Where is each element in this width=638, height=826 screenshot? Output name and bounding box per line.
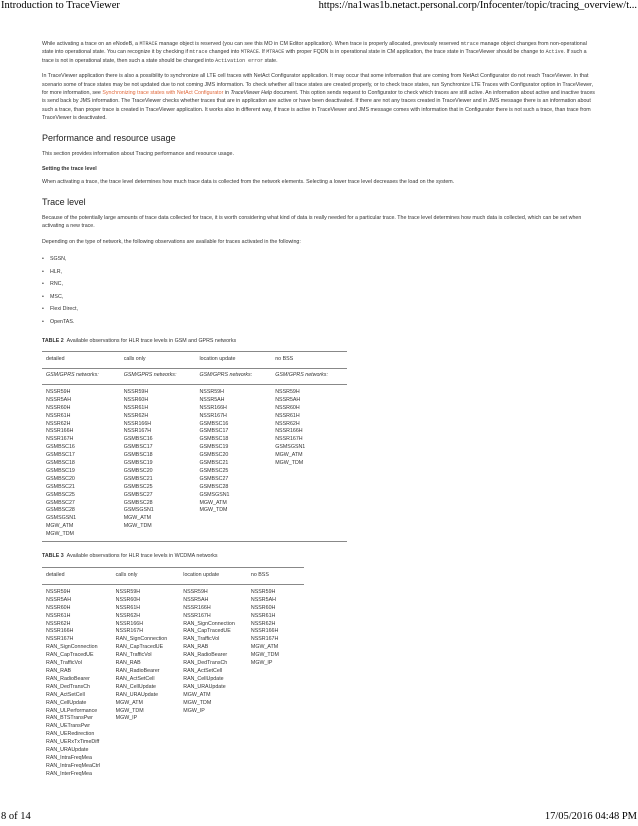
- table-cell: [112, 584, 180, 778]
- observation-item: NSSR60H: [115, 596, 141, 603]
- observation-item: RAN_CapTracedUE: [183, 628, 231, 635]
- observation-item: RAN_SignConnection: [115, 636, 168, 643]
- observation-item: NSSR166H: [275, 428, 303, 435]
- table-caption-text: Available observations for HLR trace levels in WCDMA networks: [66, 553, 218, 560]
- observation-item: NSSR59H: [199, 388, 224, 395]
- observation-item: NSSR60H: [123, 396, 149, 403]
- page-number: 8 of 14: [1, 811, 31, 822]
- observation-item: NSSR59H: [275, 388, 300, 395]
- network-list: [42, 253, 597, 329]
- observation-item: MGW_IP: [183, 707, 205, 714]
- trace-level-text: When activating a trace, the trace level determines how much trace data is collected from the network elements. Selecting a lower trace level decreases the load on the system.: [42, 179, 455, 186]
- section-title-trace-level: Trace level: [42, 196, 86, 207]
- observation-item: RAN_CellUpdate: [115, 683, 156, 690]
- observation-item: RAN_RadioBearer: [46, 675, 90, 682]
- observation-item: NSSR62H: [123, 412, 149, 419]
- observation-item: NSSR166H: [46, 428, 74, 435]
- column-header: calls only: [112, 567, 180, 584]
- column-header: no BSS: [247, 567, 304, 584]
- observation-item: GSMBSC27: [46, 499, 75, 506]
- observation-item: MGW_TDM: [46, 531, 74, 538]
- observation-item: RAN_TrafficVol: [183, 636, 220, 643]
- observation-item: RAN_URAUpdate: [46, 747, 89, 754]
- observation-item: MGW_TDM: [183, 699, 212, 706]
- observation-item: GSMBSC20: [46, 475, 75, 482]
- table-cell: [247, 584, 304, 778]
- column-subheader: GSM/GPRS networks:: [42, 369, 120, 384]
- observation-item: GSMBSC16: [123, 436, 153, 443]
- observation-item: NSSR5AH: [46, 396, 72, 403]
- column-header: detailed: [42, 567, 112, 584]
- observation-item: RAN_SignConnection: [46, 644, 98, 651]
- table2-caption: [42, 337, 597, 345]
- observation-item: NSSR61H: [46, 612, 71, 619]
- table-cell: [271, 384, 347, 541]
- observation-item: MGW_TDM: [275, 460, 304, 467]
- observation-item: MGW_ATM: [250, 644, 279, 651]
- observation-item: RAN_URAUpdate: [183, 683, 226, 690]
- observation-item: RAN_ULPerformance: [46, 707, 98, 714]
- observation-item: NSSR166H: [115, 620, 144, 627]
- observation-item: RAN_SignConnection: [183, 620, 235, 627]
- observation-item: NSSR5AH: [46, 596, 72, 603]
- observation-item: MGW_ATM: [123, 515, 151, 522]
- observation-item: NSSR61H: [46, 412, 71, 419]
- observation-item: NSSR60H: [275, 404, 300, 411]
- code: MTRACE: [266, 49, 285, 56]
- observation-item: NSSR61H: [115, 604, 141, 611]
- header-title: Introduction to TraceViewer: [1, 0, 120, 11]
- observation-item: GSMBSC21: [123, 475, 153, 482]
- text: in: [223, 90, 231, 97]
- print-datetime: 17/05/2016 04:48 PM: [544, 811, 637, 822]
- observation-item: RAN_ActSetCell: [115, 675, 155, 682]
- observation-item: RAN_UERxTxTimeDiff: [46, 739, 100, 746]
- table-label: TABLE 2: [42, 337, 64, 344]
- observation-item: NSSR167H: [183, 612, 211, 619]
- trace-level-p1: Because of the potentially large amounts of trace data collected for trace, it is worth considering what kind of data is really needed for a particular trace. The trace level determines how much data is collected, which can be set when activating a new trace.: [42, 214, 582, 230]
- observation-item: MGW_IP: [250, 660, 273, 667]
- list-item: • RNC,: [42, 278, 597, 291]
- observation-item: RAN_DedTransCh: [46, 683, 90, 690]
- text: changed into: [207, 49, 241, 56]
- table3-caption: [42, 552, 597, 560]
- observation-item: GSMBSC17: [199, 428, 229, 435]
- observation-item: NSSR167H: [123, 428, 152, 435]
- observation-item: RAN_RAB: [115, 660, 141, 667]
- observation-item: MGW_ATM: [183, 691, 211, 698]
- text: In TraceViewer application there is also a possibility to synchronize all LTE cell traces with NetAct Configurator application. It may occur that some information that are coming from NetAct Configurator do not reach TraceViewer. In that scenario some of trace states may be not updated due to not coming JMS information. To check whether all trace states are created properly, or to check trace states, run Synchronize LTE Traces with Configurator option in TraceViewer, for more information, see: [42, 73, 594, 97]
- observation-item: NSSR5AH: [183, 596, 209, 603]
- column-header: no BSS: [271, 352, 347, 369]
- table-cell: [42, 384, 120, 541]
- table-cell: [120, 384, 196, 541]
- observation-item: NSSR5AH: [250, 596, 276, 603]
- observation-item: GSMSGSN1: [46, 515, 77, 522]
- code: MTRACE: [139, 41, 158, 47]
- observation-item: MGW_TDM: [123, 523, 152, 530]
- observation-item: GSMBSC28: [123, 499, 153, 506]
- observation-item: GSMBSC16: [199, 420, 229, 427]
- table-cell: [42, 584, 112, 778]
- observation-item: GSMBSC17: [46, 452, 75, 459]
- observation-item: RAN_RAB: [183, 644, 209, 651]
- table-gsm-gprs: [42, 351, 347, 542]
- observation-item: GSMBSC21: [46, 483, 75, 490]
- column-header: detailed: [42, 352, 120, 369]
- observation-item: RAN_CapTracedUE: [115, 644, 164, 651]
- text: While activating a trace on an eNodeB, a: [42, 41, 140, 47]
- observation-item: RAN_RadioBearer: [115, 667, 160, 674]
- observation-item: GSMBSC18: [46, 460, 75, 467]
- observation-item: MGW_IP: [115, 715, 138, 722]
- observation-item: RAN_TrafficVol: [115, 652, 152, 659]
- observation-item: RAN_UETransPwr: [46, 723, 90, 730]
- observation-item: NSSR5AH: [199, 396, 225, 403]
- page-header: [0, 0, 638, 14]
- observation-item: GSMBSC25: [46, 491, 75, 498]
- observation-item: GSMBSC28: [199, 483, 229, 490]
- observation-item: NSSR59H: [46, 388, 71, 395]
- document-body: [42, 40, 597, 789]
- table-cell: [195, 384, 271, 541]
- text: state.: [263, 57, 278, 64]
- observation-item: NSSR59H: [183, 588, 208, 595]
- observation-item: NSSR167H: [46, 436, 74, 443]
- observation-item: NSSR62H: [275, 420, 300, 427]
- section-title-performance: Performance and resource usage: [42, 132, 176, 143]
- trace-level-p2: Depending on the type of network, the following observations are available for traces activated in the following:: [42, 238, 301, 245]
- observation-item: RAN_RAB: [46, 667, 72, 674]
- paragraph-mtrace: [42, 40, 597, 65]
- observation-item: GSMBSC21: [199, 460, 229, 467]
- observation-item: NSSR167H: [46, 636, 74, 643]
- observation-item: GSMBSC27: [199, 475, 229, 482]
- list-item: • Flexi Direct,: [42, 303, 597, 316]
- list-item: • OpenTAS.: [42, 316, 597, 329]
- observation-item: RAN_IntraFreqMeaCtrl: [46, 762, 101, 769]
- observation-item: NSSR166H: [183, 604, 211, 611]
- observation-item: GSMBSC28: [46, 507, 75, 514]
- text: with proper FQDN is in operational state in CM application, the trace state in TraceViewer should be change to: [284, 49, 546, 56]
- observation-item: GSMBSC25: [123, 483, 153, 490]
- code: mtrace: [460, 41, 479, 47]
- table-cell: [179, 584, 247, 778]
- observation-item: MGW_TDM: [199, 507, 228, 514]
- observation-item: RAN_ActSetCell: [183, 667, 223, 674]
- observation-item: NSSR62H: [250, 620, 276, 627]
- column-header: location update: [195, 352, 271, 369]
- observation-item: NSSR60H: [250, 604, 276, 611]
- observation-item: NSSR61H: [250, 612, 276, 619]
- text: manage object is reserved (you can see this MO in CM Editor application). When trace is properly allocated, previously reserved: [157, 41, 461, 47]
- code: Active: [545, 49, 564, 56]
- observation-item: NSSR59H: [46, 588, 71, 595]
- observation-item: GSMSGSN1: [123, 507, 154, 514]
- observation-item: RAN_InterFreqMea: [46, 770, 92, 777]
- observation-item: NSSR59H: [250, 588, 276, 595]
- text: document. This option sends request to Configurator to check which traces are still active. An information about active and inactive traces is send back by JMS information. The TraceViewer checks whether traces that are in application are active or have been deactivated. If there are not any traces created in TraceViewer and in JMS message there is an information about such a trace, than proper trace is created in TraceViewer application. It works also in different way, if trace is active in TraceViewer and JMS message comes with information that in Configurator there is not such a trace, than trace from TraceViewer is deactivated.: [42, 90, 595, 122]
- text: manage object changes from non-operational state into operational state. You can recognize it by checking if: [42, 41, 587, 56]
- table-caption-text: Available observations for HLR trace levels in GSM and GPRS networks: [66, 337, 237, 344]
- observation-item: RAN_UERedirection: [46, 731, 95, 738]
- list-item: • SGSN,: [42, 253, 597, 266]
- observation-item: RAN_TrafficVol: [46, 660, 82, 667]
- observation-item: RAN_URAUpdate: [115, 691, 159, 698]
- observation-item: MGW_TDM: [250, 652, 279, 659]
- observation-item: RAN_BTSTransPwr: [46, 715, 93, 722]
- text: . If: [258, 49, 267, 56]
- observation-item: NSSR60H: [46, 404, 71, 411]
- observation-item: NSSR62H: [115, 612, 141, 619]
- list-item: • HLR,: [42, 266, 597, 279]
- observation-item: GSMSGSN1: [199, 491, 230, 498]
- observation-item: MGW_ATM: [275, 452, 303, 459]
- column-subheader: GSM/GPRS networks:: [271, 369, 347, 384]
- observation-item: GSMBSC27: [123, 491, 153, 498]
- code: mtrace: [189, 49, 208, 56]
- observation-item: NSSR166H: [250, 628, 279, 635]
- column-subheader: GSM/GPRS networks:: [120, 369, 196, 384]
- observation-item: NSSR166H: [199, 404, 227, 411]
- observation-item: GSMBSC19: [123, 460, 153, 467]
- observation-item: GSMBSC18: [123, 452, 153, 459]
- observation-item: NSSR167H: [199, 412, 227, 419]
- help-reference: TraceViewer Help: [230, 90, 273, 97]
- observation-item: NSSR62H: [46, 620, 71, 627]
- observation-item: RAN_IntraFreqMea: [46, 754, 92, 761]
- observation-item: RAN_CapTracedUE: [46, 652, 94, 659]
- observation-item: RAN_CellUpdate: [46, 699, 87, 706]
- code: MTRACE: [240, 49, 259, 56]
- observation-item: NSSR167H: [250, 636, 279, 643]
- synchronizing-link[interactable]: Synchronizing trace states with NetAct Configurator: [102, 90, 224, 97]
- observation-item: GSMBSC17: [123, 444, 153, 451]
- observation-item: NSSR167H: [115, 628, 144, 635]
- observation-item: RAN_DedTransCh: [183, 660, 228, 667]
- column-subheader: GSM/GPRS networks:: [195, 369, 271, 384]
- observation-item: MGW_TDM: [115, 707, 144, 714]
- observation-item: NSSR61H: [275, 412, 300, 419]
- performance-intro: This section provides information about Tracing performance and resource usage.: [42, 150, 234, 157]
- observation-item: MGW_ATM: [115, 699, 143, 706]
- page-footer: [0, 811, 638, 825]
- observation-item: NSSR5AH: [275, 396, 301, 403]
- table-label: TABLE 3: [42, 553, 64, 560]
- observation-item: MGW_ATM: [199, 499, 227, 506]
- observation-item: NSSR59H: [115, 588, 141, 595]
- subsection-title-trace-level: Setting the trace level: [42, 166, 97, 173]
- observation-item: GSMBSC16: [46, 444, 75, 451]
- column-header: location update: [179, 567, 247, 584]
- observation-item: RAN_ActSetCell: [46, 691, 85, 698]
- observation-item: NSSR59H: [123, 388, 149, 395]
- paragraph-synchronize: [42, 72, 597, 122]
- observation-item: NSSR62H: [46, 420, 71, 427]
- text: . If such a trace is not in operational state, then such a state should be changed into: [42, 49, 587, 64]
- list-item: • MSC,: [42, 291, 597, 304]
- observation-item: GSMBSC25: [199, 467, 229, 474]
- table-wcdma: [42, 567, 304, 779]
- column-header: calls only: [120, 352, 196, 369]
- header-url: https://na1was1b.netact.personal.corp/Infocenter/topic/tracing_overview/t...: [318, 0, 637, 11]
- observation-item: NSSR166H: [123, 420, 152, 427]
- observation-item: NSSR60H: [46, 604, 71, 611]
- observation-item: RAN_RadioBearer: [183, 652, 228, 659]
- observation-item: GSMBSC19: [46, 467, 75, 474]
- observation-item: GSMBSC19: [199, 444, 229, 451]
- code: Activation error: [215, 57, 264, 64]
- observation-item: GSMBSC18: [199, 436, 229, 443]
- observation-item: GSMBSC20: [199, 452, 229, 459]
- observation-item: GSMSGSN1: [275, 444, 306, 451]
- observation-item: GSMBSC20: [123, 467, 153, 474]
- observation-item: NSSR167H: [275, 436, 303, 443]
- observation-item: MGW_ATM: [46, 523, 74, 530]
- observation-item: RAN_CellUpdate: [183, 675, 224, 682]
- observation-item: NSSR61H: [123, 404, 149, 411]
- observation-item: NSSR166H: [46, 628, 74, 635]
